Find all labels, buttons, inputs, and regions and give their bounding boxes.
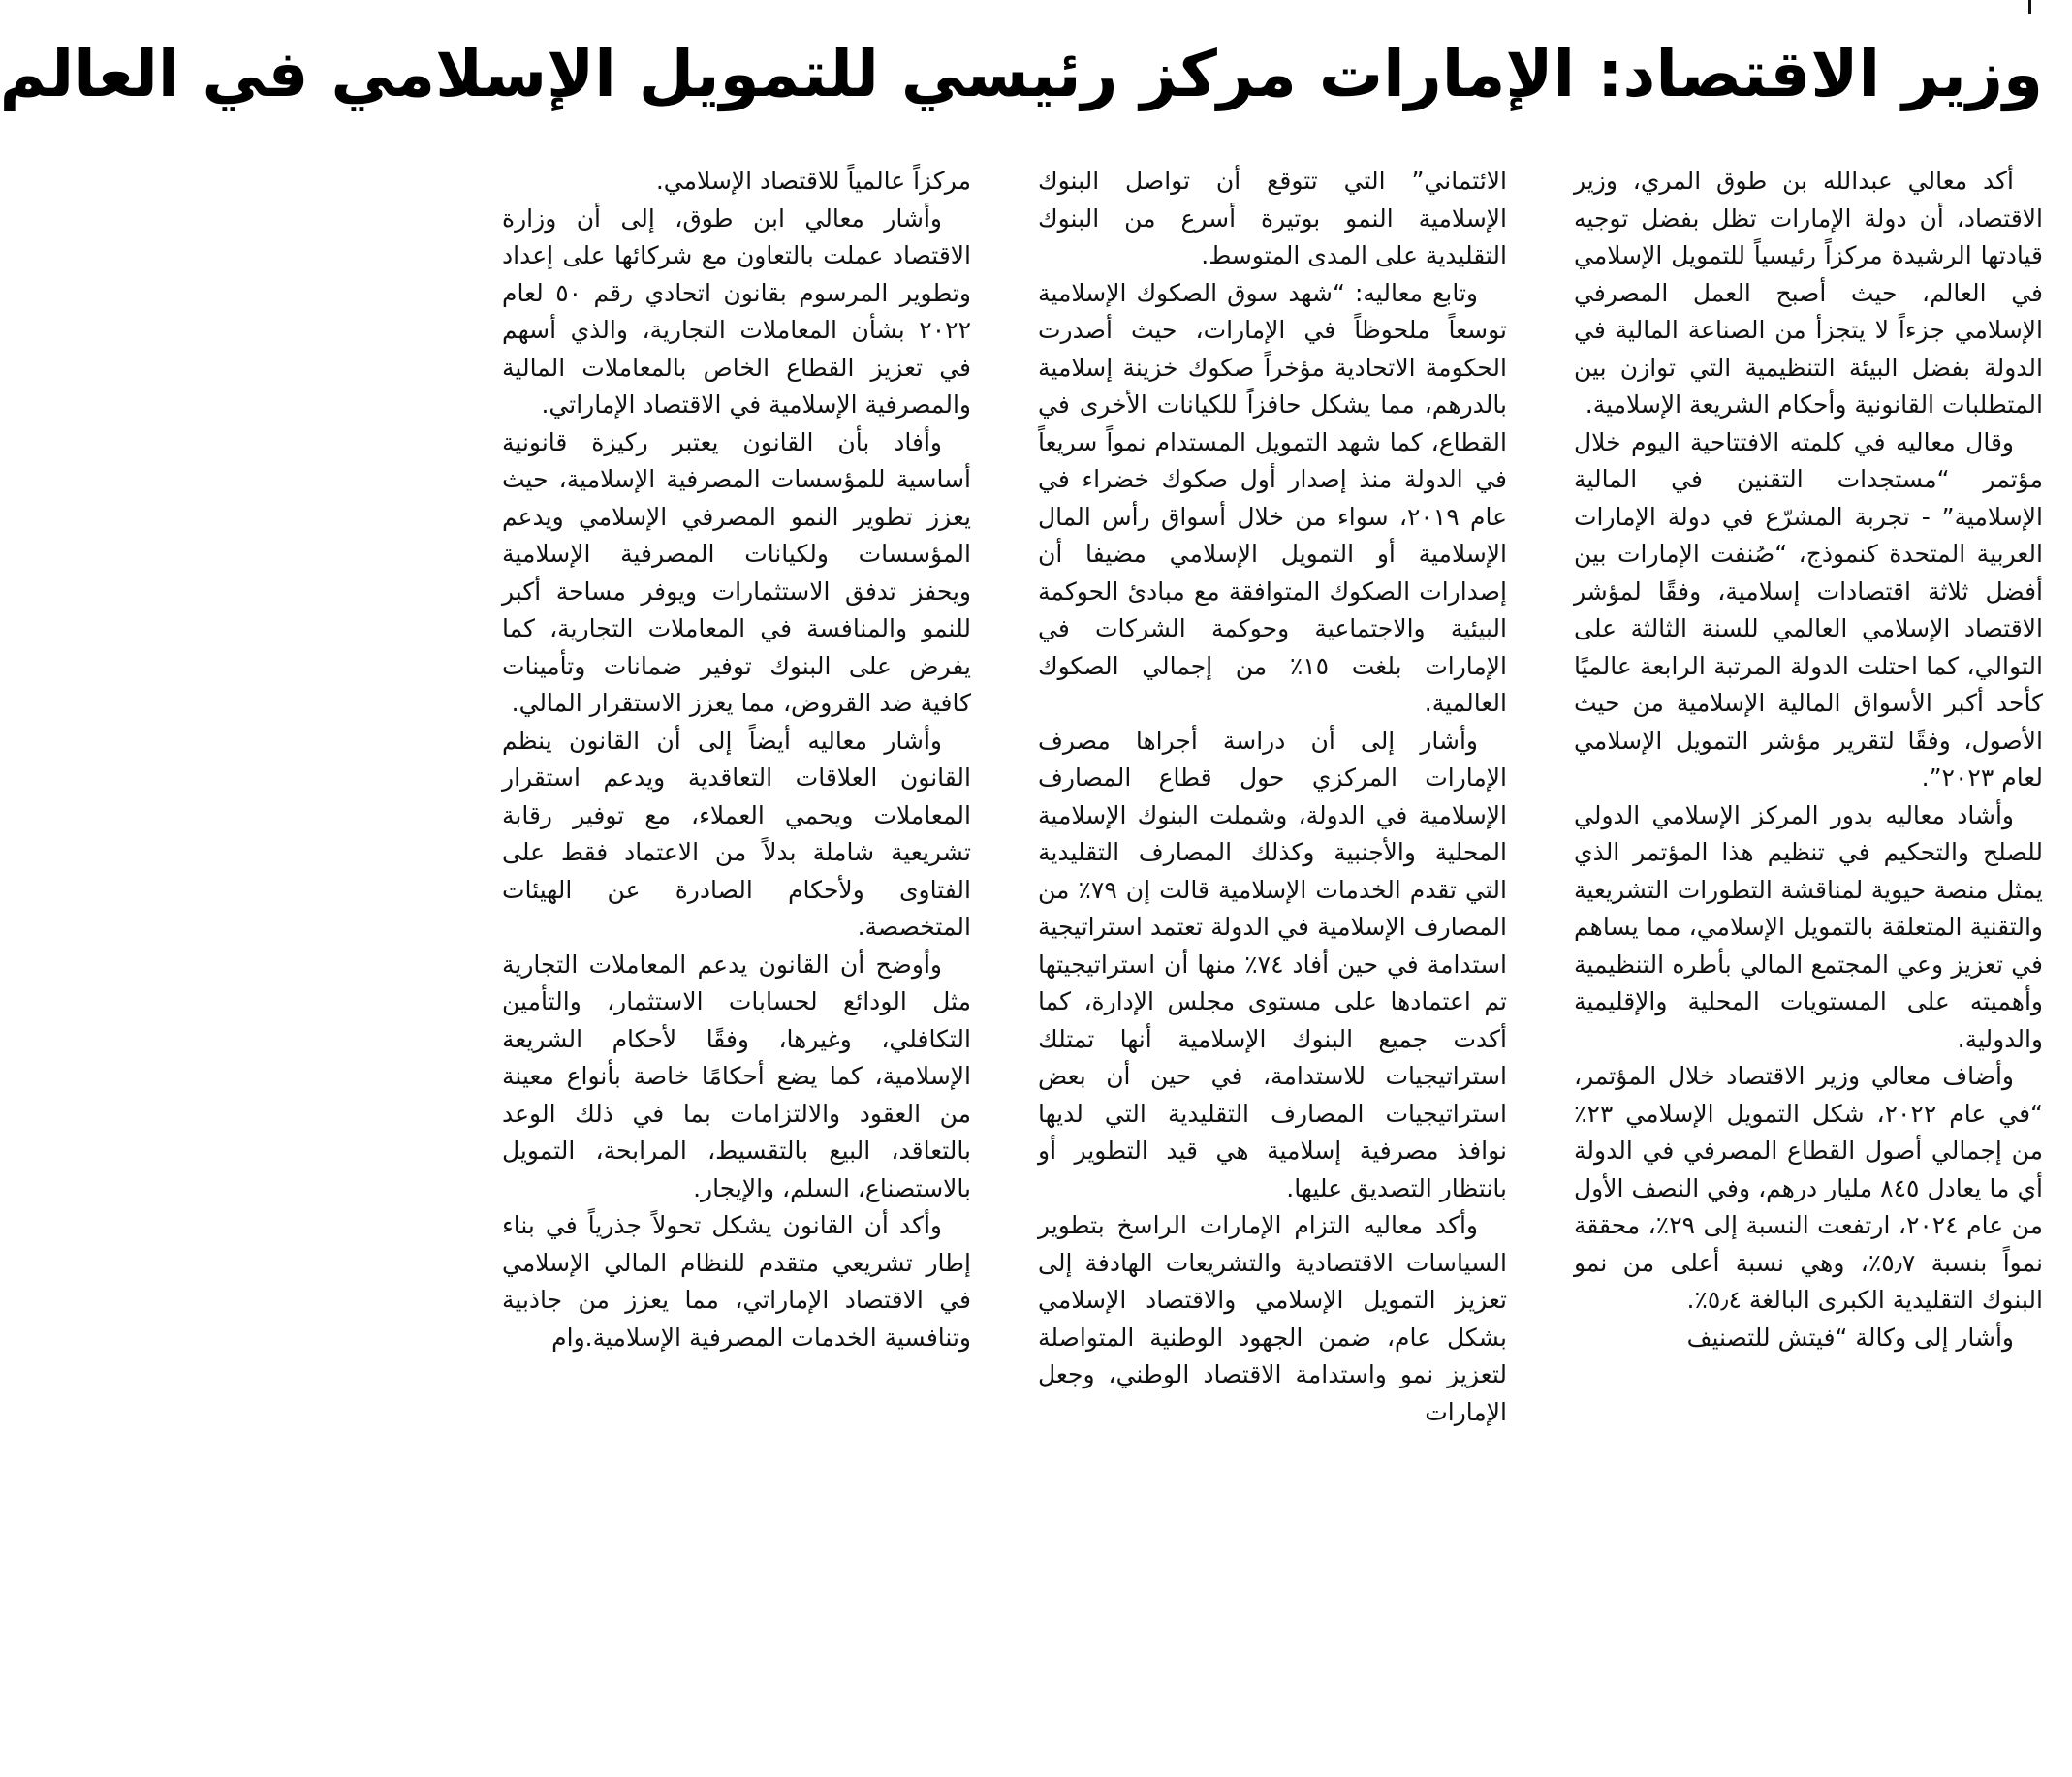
paragraph: وأضاف معالي وزير الاقتصاد خلال المؤتمر، “في عام ٢٠٢٢، شكل التمويل الإسلامي ٢٣٪ من إجمالي أصول القطاع المصرفي في الدولة أي ما يعادل ٨٤٥ مليار درهم، وفي النصف الأول من عام ٢٠٢٤، ارتفعت النسبة إلى ٢٩٪، محققة نمواً بنسبة ٥٫٧٪، وهي نسبة أعلى من نمو البنوك التقليدية الكبرى البالغة ٥٫٤٪.	[1574, 1062, 2044, 1314]
paragraph: الائتماني” التي تتوقع أن تواصل البنوك الإسلامية النمو بوتيرة أسرع من البنوك التقليدية على المدى المتوسط.	[1038, 167, 1507, 269]
paragraph: وقال معاليه في كلمته الافتتاحية اليوم خلال مؤتمر “مستجدات التقنين في المالية الإسلامية” - تجربة المشرّع في دولة الإمارات العربية المتحدة كنموذج، “صُنفت الإمارات بين أفضل ثلاثة اقتصادات إسلامية، وفقًا لمؤشر الاقتصاد الإسلامي العالمي للسنة الثالثة على التوالي، كما احتلت الدولة المرتبة الرابعة عالميًا كأحد أكبر الأسواق المالية الإسلامية من حيث الأصول، وفقًا لتقرير مؤشر التمويل الإسلامي لعام ٢٠٢٣”.	[1574, 427, 2043, 792]
column-right	[1574, 163, 2043, 1761]
paragraph: وأشار معالي ابن طوق، إلى أن وزارة الاقتصاد عملت بالتعاون مع شركائها على إعداد وتطوير المرسوم بقانون اتحادي رقم ٥٠ لعام ٢٠٢٢ بشأن المعاملات التجارية، والذي أسهم في تعزيز القطاع الخاص بالمعاملات المالية والمصرفية الإسلامية في الاقتصاد الإماراتي.	[502, 203, 971, 419]
paragraph: وأفاد بأن القانون يعتبر ركيزة قانونية أساسية للمؤسسات المصرفية الإسلامية، حيث يعزز تطوير النمو المصرفي الإسلامي ويدعم المؤسسات ولكيانات المصرفية الإسلامية ويحفز تدفق الاستثمارات ويوفر مساحة أكبر للنمو والمنافسة في المعاملات التجارية، كما يفرض على البنوك توفير ضمانات وتأمينات كافية ضد القروض، مما يعزز الاستقرار المالي.	[502, 427, 971, 717]
paragraph: وتابع معاليه: “شهد سوق الصكوك الإسلامية توسعاً ملحوظاً في الإمارات، حيث أصدرت الحكومة الاتحادية مؤخراً صكوك خزينة إسلامية بالدرهم، مما يشكل حافزاً للكيانات الأخرى في القطاع، كما شهد التمويل المستدام نمواً سريعاً في الدولة منذ إصدار أول صكوك خضراء في عام ٢٠١٩، سواء من خلال أسواق رأس المال الإسلامية أو التمويل الإسلامي مضيفا أن إصدارات الصكوك المتوافقة مع مبادئ الحوكمة البيئية والاجتماعية وحوكمة الشركات في الإمارات بلغت ١٥٪ من إجمالي الصكوك العالمية.	[1038, 278, 1507, 717]
paragraph: وأشار معاليه أيضاً إلى أن القانون ينظم القانون العلاقات التعاقدية ويدعم استقرار المعاملات ويحمي العملاء، مع توفير رقابة تشريعية شاملة بدلاً من الاعتماد فقط على الفتاوى ولأحكام الصادرة عن الهيئات المتخصصة.	[502, 726, 971, 941]
paragraph: مركزاً عالمياً للاقتصاد الإسلامي.	[655, 167, 971, 195]
paragraph: وأشار إلى وكالة “فيتش للتصنيف	[1686, 1323, 2014, 1352]
paragraph: أكد معالي عبدالله بن طوق المري، وزير الاقتصاد، أن دولة الإمارات تظل بفضل توجيه قيادتها الرشيدة مركزاً رئيسياً للتمويل الإسلامي في العالم، حيث أصبح العمل المصرفي الإسلامي جزءاً لا يتجزأ من الصناعة المالية في الدولة بفضل البيئة التنظيمية التي توازن بين المتطلبات القانونية وأحكام الشريعة الإسلامية.	[1574, 167, 2043, 419]
paragraph: وأكد أن القانون يشكل تحولاً جذرياً في بناء إطار تشريعي متقدم للنظام المالي الإسلامي في الاقتصاد الإماراتي، مما يعزز من جاذبية وتنافسية الخدمات المصرفية الإسلامية.وام	[502, 1211, 971, 1352]
column-left	[502, 163, 971, 1761]
corner-mark	[2028, 0, 2031, 14]
paragraph: وأكد معاليه التزام الإمارات الراسخ بتطوير السياسات الاقتصادية والتشريعات الهادفة إلى تعزيز التمويل الإسلامي والاقتصاد الإسلامي بشكل عام، ضمن الجهود الوطنية المتواصلة لتعزيز نمو واستدامة الاقتصاد الوطني، وجعل الإمارات	[1038, 1211, 1507, 1426]
paragraph: وأوضح أن القانون يدعم المعاملات التجارية مثل الودائع لحسابات الاستثمار، والتأمين التكافلي، وغيرها، وفقًا لأحكام الشريعة الإسلامية، كما يضع أحكامًا خاصة بأنواع معينة من العقود والالتزامات بما في ذلك الوعد بالتعاقد، البيع بالتقسيط، المرابحة، التمويل بالاستصناع، السلم، والإيجار.	[502, 950, 971, 1202]
headline: وزير الاقتصاد: الإمارات مركز رئيسي للتمويل الإسلامي في العالم	[0, 37, 2043, 111]
paragraph: وأشار إلى أن دراسة أجراها مصرف الإمارات المركزي حول قطاع المصارف الإسلامية في الدولة، وشملت البنوك الإسلامية المحلية والأجنبية وكذلك المصارف التقليدية التي تقدم الخدمات الإسلامية قالت إن ٧٩٪ من المصارف الإسلامية في الدولة تعتمد استراتيجية استدامة في حين أفاد ٧٤٪ منها أن استراتيجيتها تم اعتمادها على مستوى مجلس الإدارة، كما أكدت جميع البنوك الإسلامية أنها تمتلك استراتيجيات للاستدامة، في حين أن بعض استراتيجيات المصارف التقليدية التي لديها نوافذ مصرفية إسلامية هي قيد التطوير أو بانتظار التصديق عليها.	[1038, 726, 1507, 1202]
paragraph: وأشاد معاليه بدور المركز الإسلامي الدولي للصلح والتحكيم في تنظيم هذا المؤتمر الذي يمثل منصة حيوية لمناقشة التطورات التشريعية والتقنية المتعلقة بالتمويل الإسلامي، مما يساهم في تعزيز وعي المجتمع المالي بأطره التنظيمية وأهميته على المستويات المحلية والإقليمية والدولية.	[1574, 800, 2043, 1053]
article-columns	[502, 163, 2043, 1761]
column-middle	[1038, 163, 1507, 1761]
